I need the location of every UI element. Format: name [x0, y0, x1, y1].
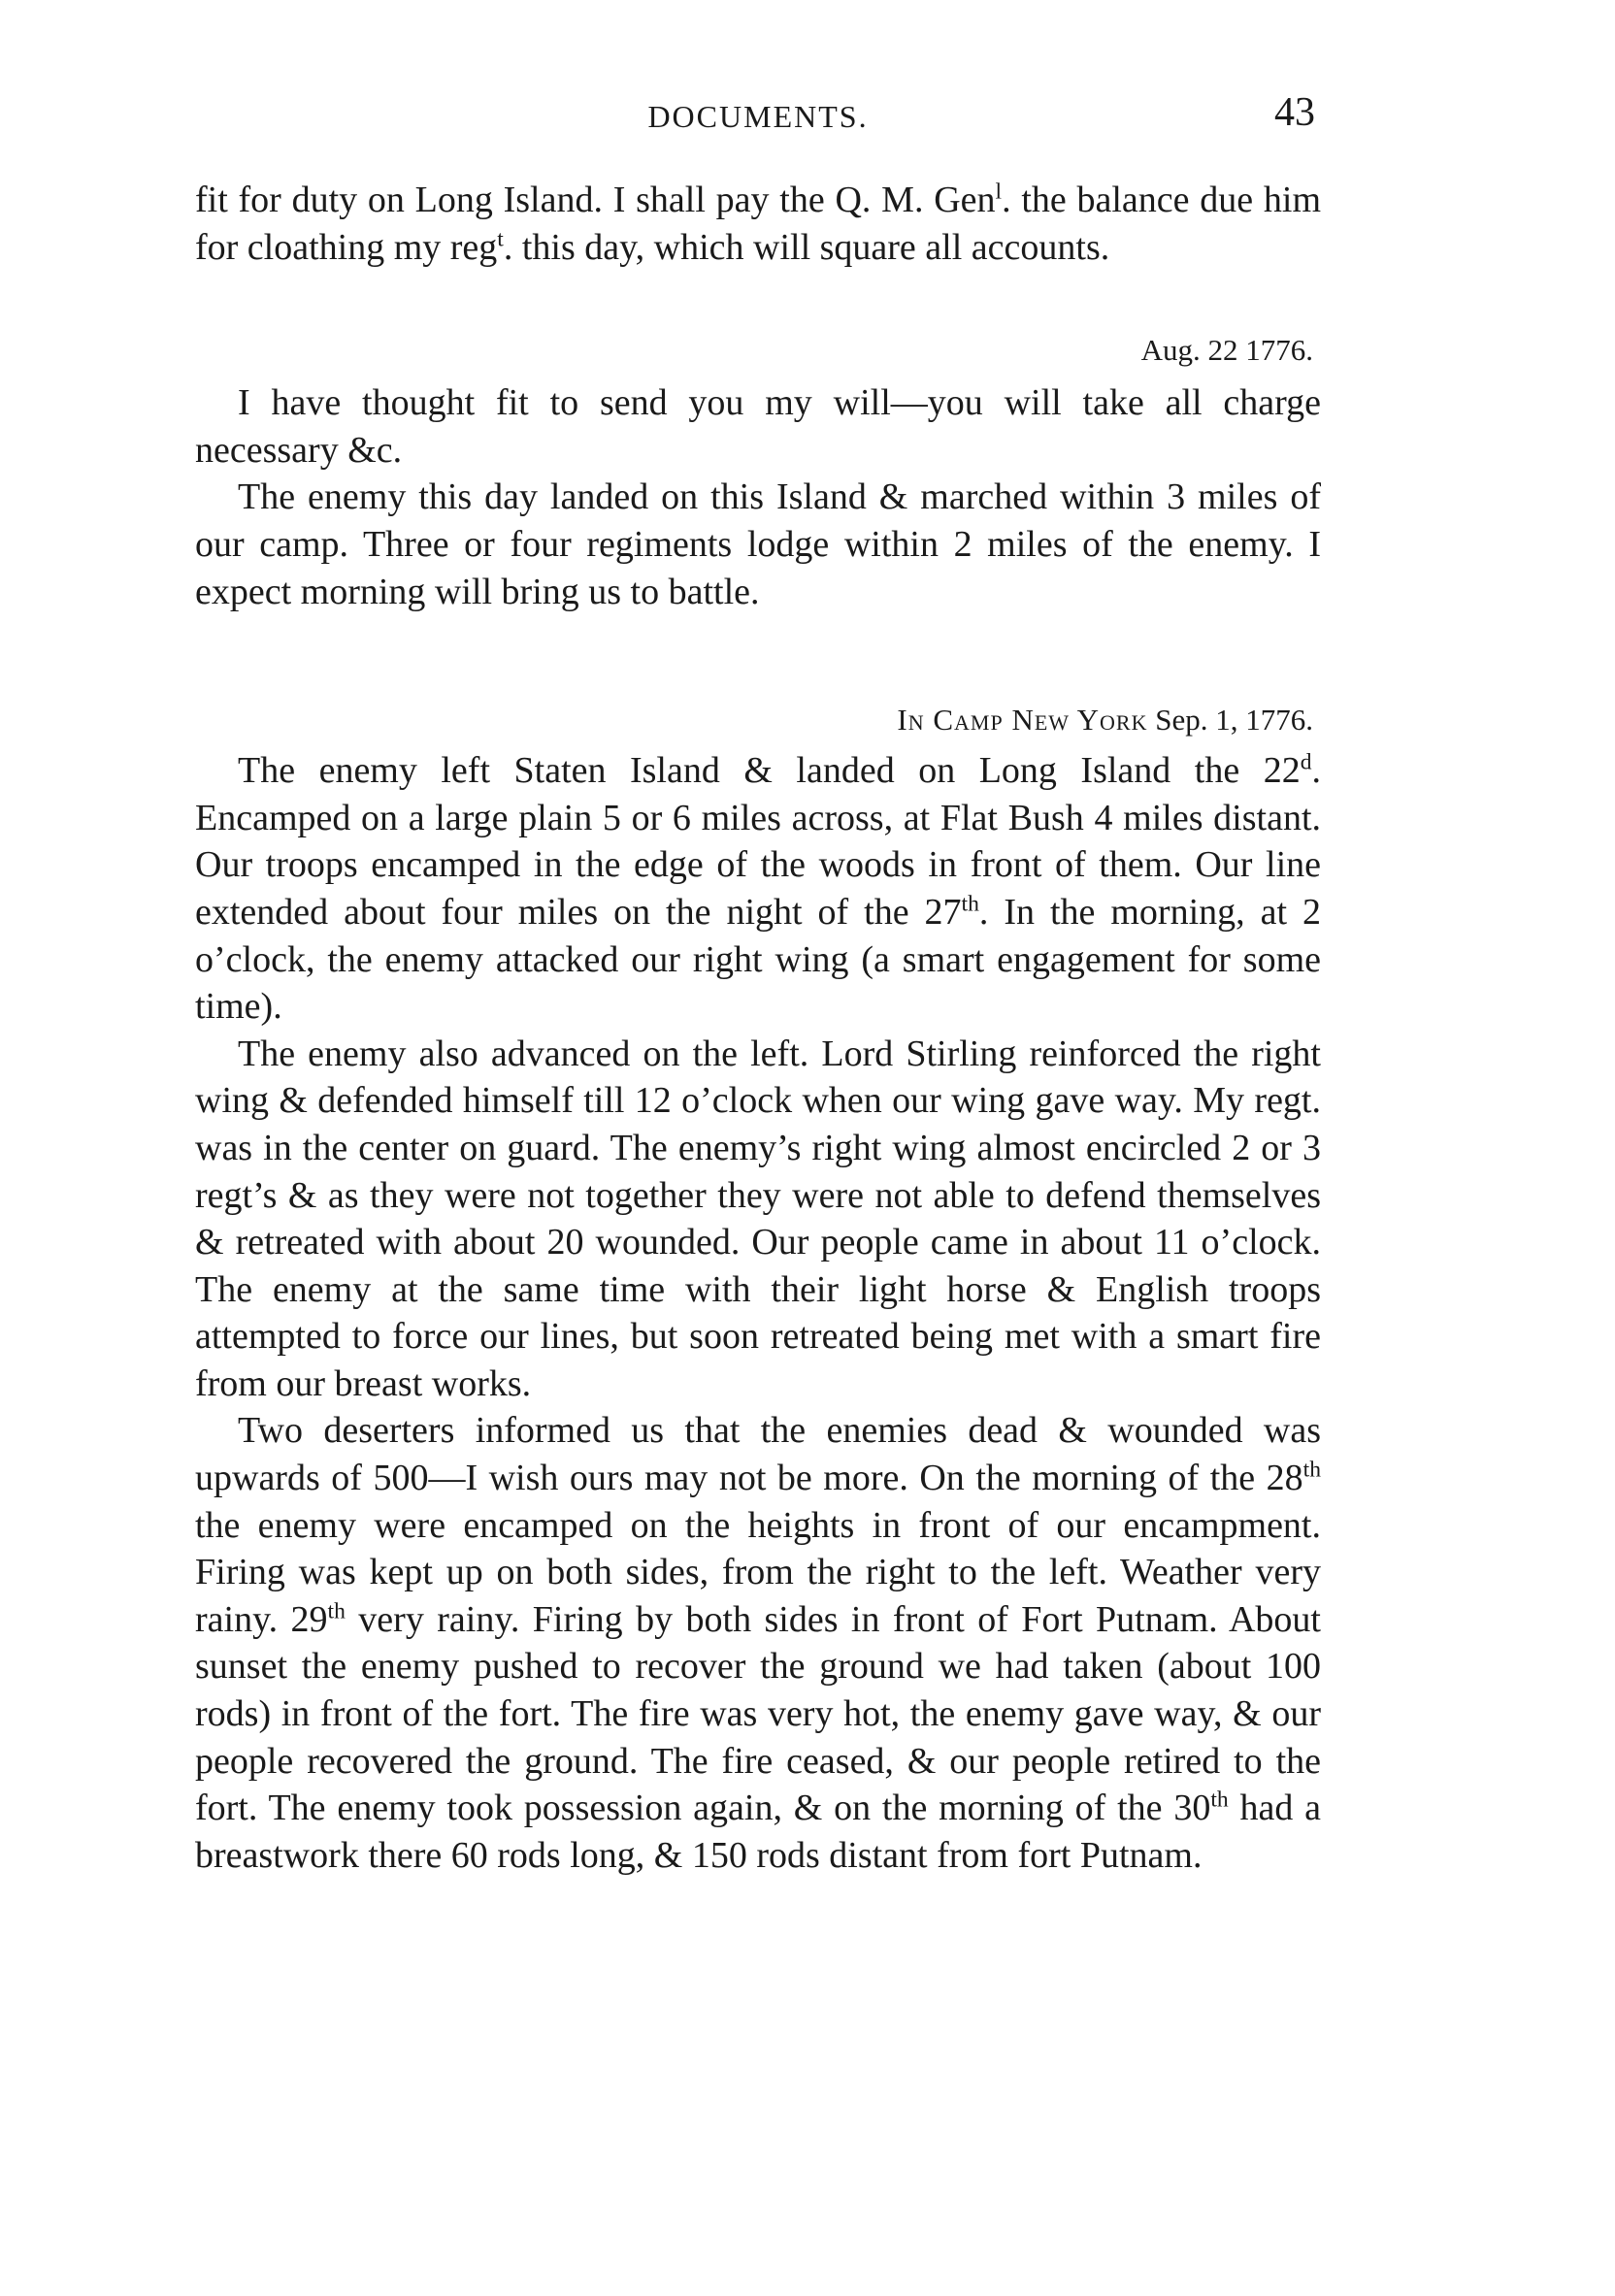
paragraph-lord-stirling: The enemy also advanced on the left. Lord Stirling reinforced the right wing & defended himself till 12 o’clock when our wing gave way. My regt. was in the center on guard. The enemy’s right wing almost encircled 2 or 3 regt’s & as they were not together they were not able to defend themselves & retreated with about 20 wounded. Our people came in about 11 o’clock. The enemy at the same time with their light horse & English troops attempted to force our lines, but soon retreated being met with a smart fire from our breast works.: [195, 1033, 1321, 1404]
text-run: . In the morning, at 2 o’clock, the enemy attacked our right wing (a smart engagement for some time).: [195, 891, 1321, 1028]
paragraph-continued: [195, 177, 1321, 271]
page-number: 43: [1274, 90, 1315, 135]
text-run: Two deserters informed us that the enemies dead & wounded was upwards of 500—I wish ours may not be more. On the morning of the 28: [195, 1410, 1321, 1499]
dateline-place: In Camp New York: [897, 703, 1148, 738]
superscript: th: [327, 1598, 346, 1624]
text-run: . Encamped on a large plain 5 or 6 miles across, at Flat Bush 4 miles distant. Our troops encamped in the edge of the woods in front of them. Our line extended about four miles on the night of the 27: [195, 750, 1321, 933]
superscript: l: [995, 179, 1003, 205]
superscript: d: [1300, 749, 1312, 775]
text-run: . this day, which will square all accounts.: [503, 226, 1110, 268]
text-run: fit for duty on Long Island. I shall pay the Q. M. Gen: [195, 180, 996, 220]
paragraph-staten-island: [195, 747, 1321, 1031]
paragraph-enemy-landed: The enemy this day landed on this Island & marched within 3 miles of our camp. Three or four regiments lodge within 2 miles of the enemy. I expect morning will bring us to battle.: [195, 476, 1321, 612]
page-header: [195, 89, 1321, 148]
superscript: th: [1210, 1787, 1229, 1813]
superscript: t: [497, 225, 504, 251]
superscript: th: [961, 891, 979, 917]
superscript: th: [1302, 1457, 1321, 1483]
dateline-date: Sep. 1, 1776.: [1155, 703, 1313, 738]
dateline-sep-1: [195, 697, 1321, 743]
text-run: . the balance due him for cloathing my reg: [195, 180, 1322, 268]
text-run: the enemy were encamped on the heights in front of our encampment. Firing was kept up on both sides, from the right to the left. Weather very rainy. 29: [195, 1504, 1321, 1640]
dateline-aug-22: Aug. 22 1776.: [1140, 333, 1313, 368]
running-title: DOCUMENTS.: [647, 99, 869, 134]
text-run: very rainy. Firing by both sides in front of Fort Putnam. About sunset the enemy pushed to recover the ground we had taken (about 100 rods) in front of the fort. The fire was very hot, the enemy gave way, & our people recovered the ground. The fire ceased, & our people retired to the fort. The enemy took possession again, & on the morning of the 30: [195, 1598, 1321, 1829]
body-text: [195, 177, 1321, 1879]
text-run: had a breastwork there 60 rods long, & 150 rods distant from fort Putnam.: [195, 1788, 1321, 1876]
paragraph-will: I have thought fit to send you my will—you will take all charge necessary &c.: [195, 382, 1321, 471]
paragraph-deserters: [195, 1407, 1321, 1879]
text-run: The enemy left Staten Island & landed on Long Island the 22: [238, 750, 1301, 792]
